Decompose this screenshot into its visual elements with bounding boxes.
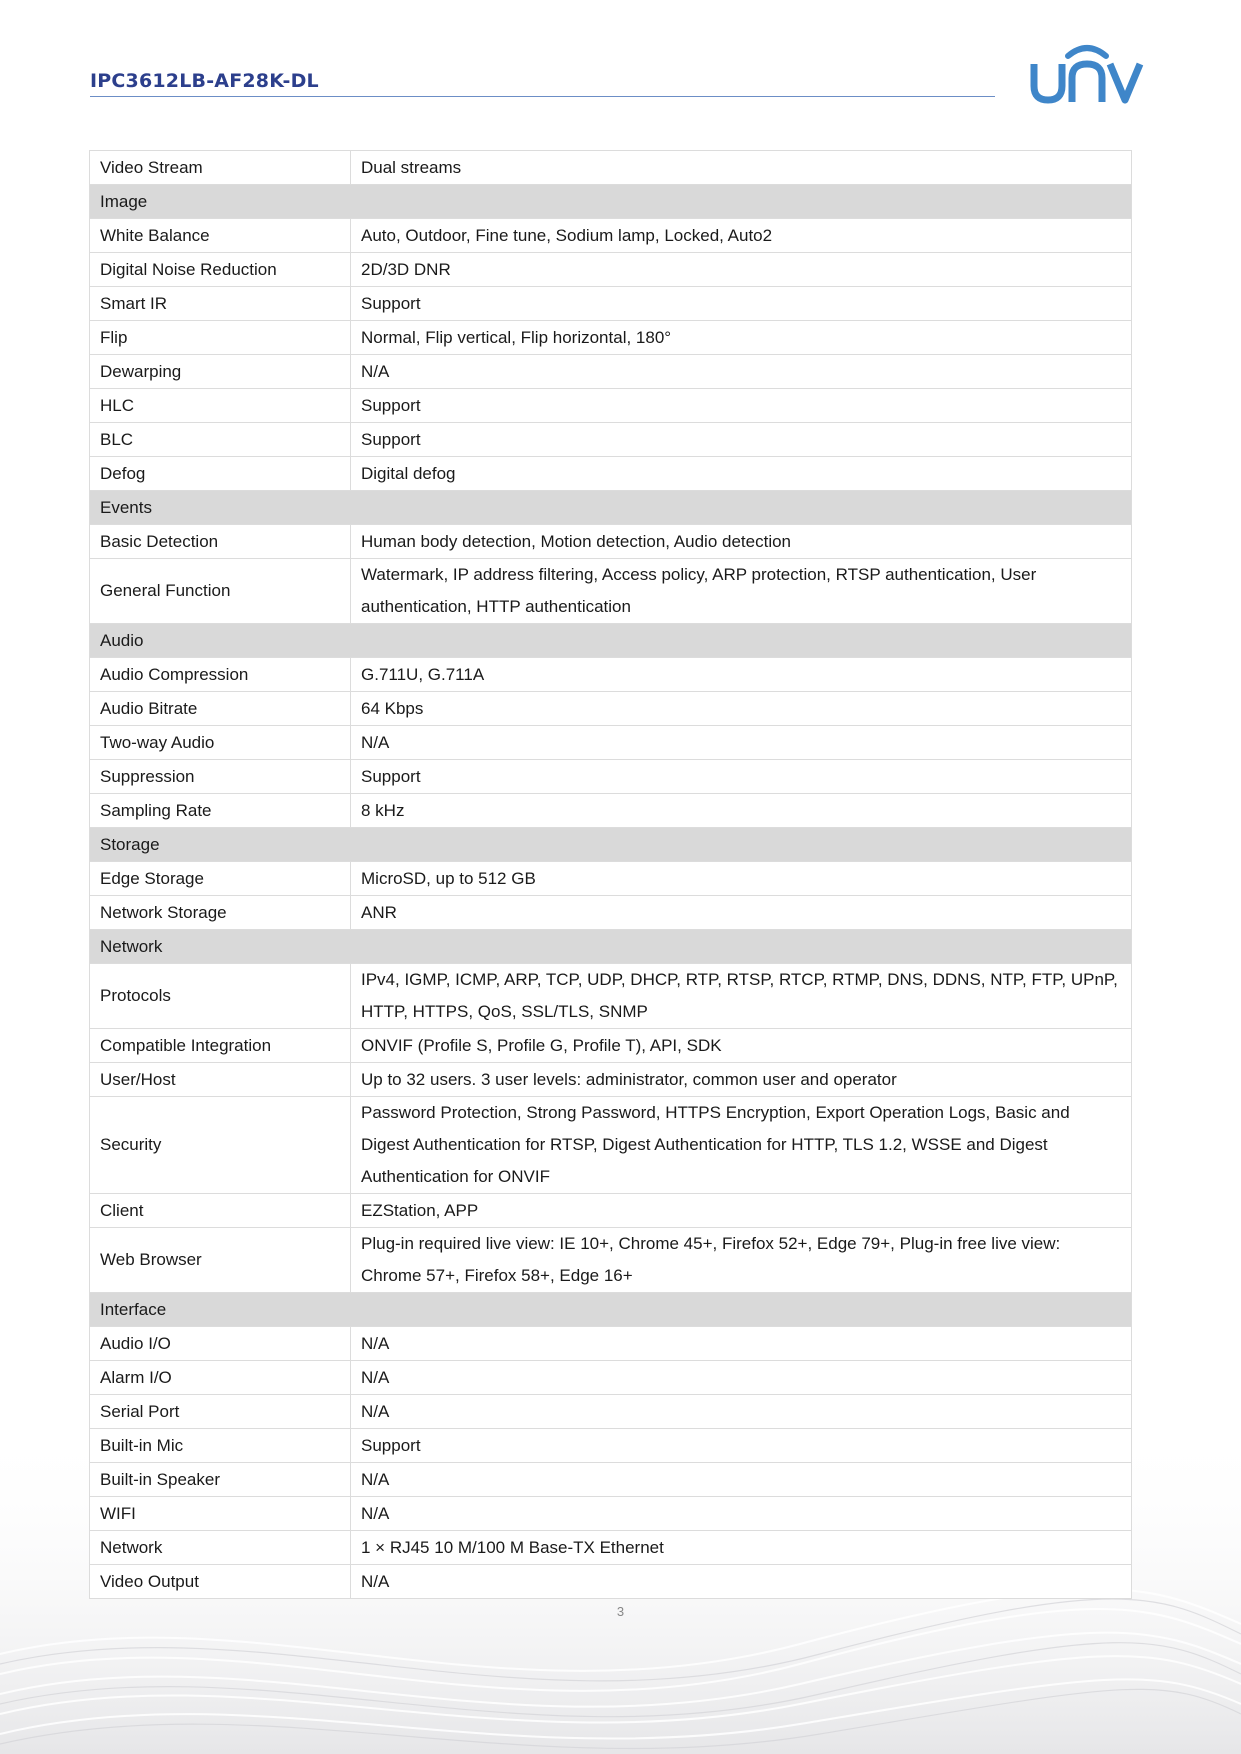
spec-label: Sampling Rate — [90, 794, 351, 828]
spec-value: MicroSD, up to 512 GB — [351, 862, 1132, 896]
header-divider — [90, 96, 995, 97]
spec-label: Smart IR — [90, 287, 351, 321]
table-row — [90, 1565, 1132, 1599]
spec-value: Support — [351, 287, 1132, 321]
section-header-row — [90, 185, 1132, 219]
table-row — [90, 1063, 1132, 1097]
spec-value: Human body detection, Motion detection, Audio detection — [351, 525, 1132, 559]
table-row — [90, 253, 1132, 287]
table-row — [90, 1029, 1132, 1063]
document-model-title: IPC3612LB-AF28K-DL — [90, 70, 319, 92]
table-row — [90, 423, 1132, 457]
spec-value: N/A — [351, 1327, 1132, 1361]
spec-value: Support — [351, 760, 1132, 794]
spec-label: WIFI — [90, 1497, 351, 1531]
spec-value: 1 × RJ45 10 M/100 M Base-TX Ethernet — [351, 1531, 1132, 1565]
section-title: Events — [90, 491, 1132, 525]
spec-label: Audio Compression — [90, 658, 351, 692]
spec-value: 64 Kbps — [351, 692, 1132, 726]
spec-label: Client — [90, 1194, 351, 1228]
table-row — [90, 1194, 1132, 1228]
spec-label: BLC — [90, 423, 351, 457]
table-row — [90, 355, 1132, 389]
table-row — [90, 151, 1132, 185]
spec-label: Two-way Audio — [90, 726, 351, 760]
table-row — [90, 525, 1132, 559]
table-row — [90, 287, 1132, 321]
spec-value: Password Protection, Strong Password, HTTPS Encryption, Export Operation Logs, Basic and Digest Authentication for RTSP, Digest Authentication for HTTP, TLS 1.2, WSSE and Digest Authentication for ONVIF — [351, 1097, 1132, 1194]
spec-value: N/A — [351, 355, 1132, 389]
spec-label: Digital Noise Reduction — [90, 253, 351, 287]
table-row — [90, 389, 1132, 423]
spec-value: N/A — [351, 1463, 1132, 1497]
spec-label: Built-in Speaker — [90, 1463, 351, 1497]
spec-label: Alarm I/O — [90, 1361, 351, 1395]
spec-value: N/A — [351, 1497, 1132, 1531]
spec-value: ONVIF (Profile S, Profile G, Profile T), API, SDK — [351, 1029, 1132, 1063]
table-row — [90, 658, 1132, 692]
section-title: Interface — [90, 1293, 1132, 1327]
spec-label: Dewarping — [90, 355, 351, 389]
table-row — [90, 862, 1132, 896]
table-row — [90, 964, 1132, 1029]
spec-value: Support — [351, 423, 1132, 457]
table-row — [90, 321, 1132, 355]
table-row — [90, 559, 1132, 624]
spec-label: User/Host — [90, 1063, 351, 1097]
spec-label: Audio I/O — [90, 1327, 351, 1361]
table-row — [90, 457, 1132, 491]
spec-value: G.711U, G.711A — [351, 658, 1132, 692]
spec-value: 2D/3D DNR — [351, 253, 1132, 287]
page-number: 3 — [616, 1604, 625, 1619]
spec-value: N/A — [351, 726, 1132, 760]
spec-label: Audio Bitrate — [90, 692, 351, 726]
spec-label: Flip — [90, 321, 351, 355]
spec-value: Auto, Outdoor, Fine tune, Sodium lamp, Locked, Auto2 — [351, 219, 1132, 253]
section-header-row — [90, 624, 1132, 658]
spec-value: Dual streams — [351, 151, 1132, 185]
section-title: Image — [90, 185, 1132, 219]
spec-value: N/A — [351, 1395, 1132, 1429]
spec-value: Plug-in required live view: IE 10+, Chrome 45+, Firefox 52+, Edge 79+, Plug-in free live view: Chrome 57+, Firefox 58+, Edge 16+ — [351, 1228, 1132, 1293]
spec-label: Built-in Mic — [90, 1429, 351, 1463]
table-row — [90, 1097, 1132, 1194]
table-row — [90, 794, 1132, 828]
spec-label: Network — [90, 1531, 351, 1565]
spec-value: Normal, Flip vertical, Flip horizontal, 180° — [351, 321, 1132, 355]
table-row — [90, 692, 1132, 726]
unv-logo — [1028, 42, 1146, 106]
spec-label: Defog — [90, 457, 351, 491]
spec-label: Serial Port — [90, 1395, 351, 1429]
spec-value: Watermark, IP address filtering, Access policy, ARP protection, RTSP authentication, User authentication, HTTP authentication — [351, 559, 1132, 624]
table-row — [90, 1497, 1132, 1531]
spec-value: IPv4, IGMP, ICMP, ARP, TCP, UDP, DHCP, RTP, RTSP, RTCP, RTMP, DNS, DDNS, NTP, FTP, UPnP, HTTP, HTTPS, QoS, SSL/TLS, SNMP — [351, 964, 1132, 1029]
table-row — [90, 1361, 1132, 1395]
spec-label: Edge Storage — [90, 862, 351, 896]
spec-value: Digital defog — [351, 457, 1132, 491]
section-header-row — [90, 1293, 1132, 1327]
spec-label: HLC — [90, 389, 351, 423]
spec-label: Basic Detection — [90, 525, 351, 559]
spec-label: White Balance — [90, 219, 351, 253]
table-row — [90, 726, 1132, 760]
spec-value: N/A — [351, 1361, 1132, 1395]
table-row — [90, 896, 1132, 930]
spec-table — [89, 150, 1132, 1599]
spec-value: ANR — [351, 896, 1132, 930]
table-row — [90, 1395, 1132, 1429]
spec-value: Support — [351, 389, 1132, 423]
spec-label: Protocols — [90, 964, 351, 1029]
table-row — [90, 219, 1132, 253]
table-row — [90, 1429, 1132, 1463]
spec-label: Suppression — [90, 760, 351, 794]
section-header-row — [90, 930, 1132, 964]
spec-label: Web Browser — [90, 1228, 351, 1293]
spec-value: 8 kHz — [351, 794, 1132, 828]
table-row — [90, 1327, 1132, 1361]
table-row — [90, 1531, 1132, 1565]
spec-value: Up to 32 users. 3 user levels: administrator, common user and operator — [351, 1063, 1132, 1097]
table-row — [90, 760, 1132, 794]
spec-label: Video Output — [90, 1565, 351, 1599]
section-header-row — [90, 491, 1132, 525]
spec-value: N/A — [351, 1565, 1132, 1599]
spec-value: EZStation, APP — [351, 1194, 1132, 1228]
spec-label: General Function — [90, 559, 351, 624]
section-title: Storage — [90, 828, 1132, 862]
spec-label: Compatible Integration — [90, 1029, 351, 1063]
section-header-row — [90, 828, 1132, 862]
spec-value: Support — [351, 1429, 1132, 1463]
table-row — [90, 1228, 1132, 1293]
table-row — [90, 1463, 1132, 1497]
spec-label: Security — [90, 1097, 351, 1194]
spec-label: Video Stream — [90, 151, 351, 185]
section-title: Audio — [90, 624, 1132, 658]
section-title: Network — [90, 930, 1132, 964]
spec-label: Network Storage — [90, 896, 351, 930]
